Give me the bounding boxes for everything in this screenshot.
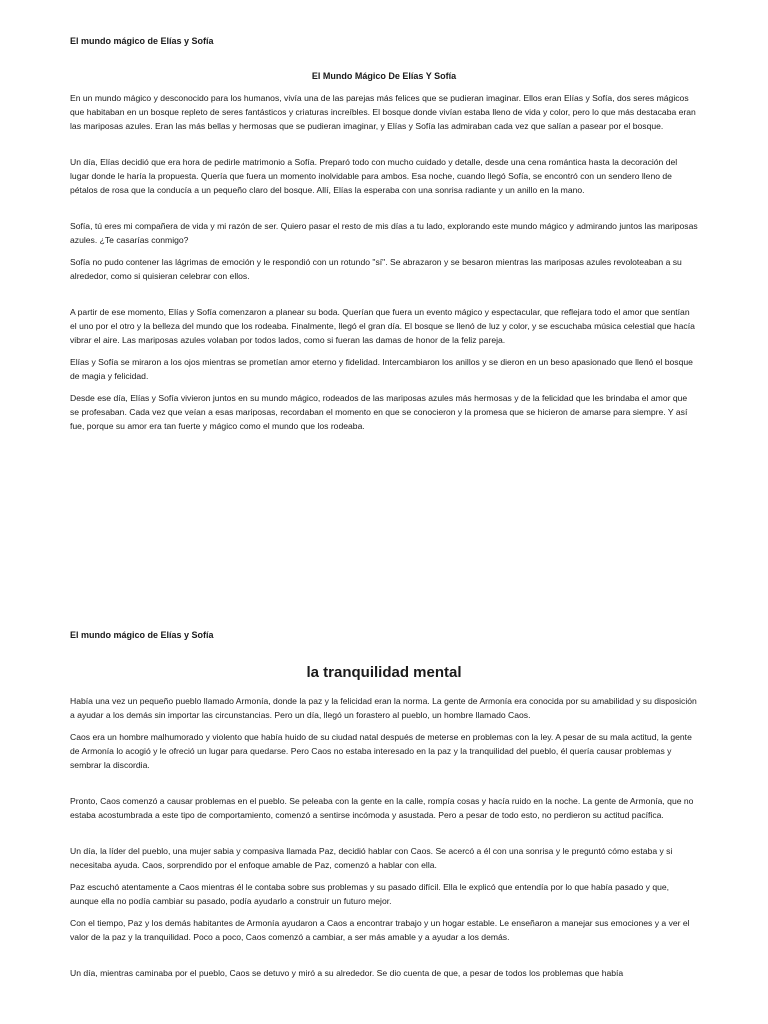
paragraph: Caos era un hombre malhumorado y violento que había huido de su ciudad natal después de meterse en problemas con la ley. A pesar de su mala actitud, la gente de Armonía lo acogió y le ofreció un lugar para quedarse. Pero Caos no estaba interesado en la paz y la tranquilidad del pueblo, él quería causar problemas y sembrar la discordia. bbox=[70, 732, 692, 770]
paragraph: Pronto, Caos comenzó a causar problemas en el pueblo. Se peleaba con la gente en la calle, rompía cosas y hacía ruido en la noche. La gente de Armonía, que no estaba acostumbrada a este tipo de comportamiento, comenzó a sentirse incómoda y asustada. Pero a pesar de todo esto, no perdieron su actitud pacífica. bbox=[70, 796, 694, 820]
paragraph: Sofía no pudo contener las lágrimas de emoción y le respondió con un rotundo "sí". Se abrazaron y se besaron mientras las mariposas azules revoloteaban a su alrededor, como si quisieran celebrar con ellos. bbox=[70, 257, 682, 281]
running-header: El mundo mágico de Elías y Sofía bbox=[70, 630, 214, 640]
section-title: la tranquilidad mental bbox=[306, 664, 462, 681]
paragraph: Elías y Sofía se miraron a los ojos mientras se prometían amor eterno y fidelidad. Intercambiaron los anillos y se dieron en un beso apasionado que llenó el bosque de magia y felicidad. bbox=[70, 357, 693, 381]
story-body-2 bbox=[70, 694, 698, 988]
document-title: El Mundo Mágico De Elías Y Sofía bbox=[311, 71, 457, 81]
paragraph: En un mundo mágico y desconocido para los humanos, vivía una de las parejas más felices que se pudieran imaginar. Ellos eran Elías y Sofía, dos seres mágicos que habitaban en un bosque repleto de seres fantásticos y criaturas increíbles. El bosque donde vivían estaba lleno de vida y color, pero lo que más destacaba eran las mariposas azules. Eran las más bellas y hermosas que se pudieran imaginar, y Elías y Sofía las admiraban cada vez que salían a pasear por el bosque. bbox=[70, 93, 696, 131]
paragraph: Sofía, tú eres mi compañera de vida y mi razón de ser. Quiero pasar el resto de mis días a tu lado, explorando este mundo mágico y admirando juntos las mariposas azules. ¿Te casarías conmigo? bbox=[70, 221, 698, 245]
paragraph: A partir de ese momento, Elías y Sofía comenzaron a planear su boda. Querían que fuera un evento mágico y espectacular, que reflejara todo el amor que sentían el uno por el otro y la belleza del mundo que los rodeaba. Finalmente, llegó el gran día. El bosque se llenó de luz y color, y se escuchaba música celestial que hacía vibrar el aire. Las mariposas azules volaban por todos lados, como si fueran las damas de honor de la feliz pareja. bbox=[70, 307, 695, 345]
paragraph: Un día, Elías decidió que era hora de pedirle matrimonio a Sofía. Preparó todo con mucho cuidado y detalle, desde una cena romántica hasta la decoración del lugar donde le haría la propuesta. Quería que fuera un momento inolvidable para ambos. Esa noche, cuando llegó Sofía, se encontró con un sendero lleno de pétalos de rosa que la conducía a un pequeño claro del bosque. Allí, Elías la esperaba con una sonrisa radiante y un anillo en la mano. bbox=[70, 157, 678, 195]
running-header: El mundo mágico de Elías y Sofía bbox=[70, 36, 214, 46]
paragraph: Paz escuchó atentamente a Caos mientras él le contaba sobre sus problemas y su pasado difícil. Ella le explicó que entendía por lo que había pasado y que, aunque ella no podía cambiar su pasado, podía ayudarlo a construir un futuro mejor. bbox=[70, 882, 670, 906]
story-body-1 bbox=[70, 91, 698, 441]
paragraph: Con el tiempo, Paz y los demás habitantes de Armonía ayudaron a Caos a encontrar trabajo y un hogar estable. Le enseñaron a manejar sus emociones y a ver el valor de la paz y la tranquilidad. Poco a poco, Caos comenzó a cambiar, a ser más amable y a ayudar a los demás. bbox=[70, 918, 690, 942]
paragraph: Había una vez un pequeño pueblo llamado Armonía, donde la paz y la felicidad eran la norma. La gente de Armonía era conocida por su amabilidad y su disposición a ayudar a los demás sin importar las circunstancias. Pero un día, llegó un forastero al pueblo, un hombre llamado Caos. bbox=[70, 696, 697, 720]
paragraph: Un día, la líder del pueblo, una mujer sabia y compasiva llamada Paz, decidió hablar con Caos. Se acercó a él con una sonrisa y le preguntó cómo estaba y si necesitaba ayuda. Caos, sorprendido por el enfoque amable de Paz, comenzó a hablar con ella. bbox=[70, 846, 673, 870]
paragraph: Un día, mientras caminaba por el pueblo, Caos se detuvo y miró a su alrededor. Se dio cuenta de que, a pesar de todos los problemas que había bbox=[70, 968, 624, 978]
paragraph: Desde ese día, Elías y Sofía vivieron juntos en su mundo mágico, rodeados de las mariposas azules más hermosas y de la felicidad que les brindaba el amor que se profesaban. Cada vez que veían a esas mariposas, recordaban el momento en que se conocieron y la promesa que se hicieron de amarse para siempre. Y así fue, porque su amor era tan fuerte y mágico como el mundo que los rodeaba. bbox=[70, 393, 688, 431]
